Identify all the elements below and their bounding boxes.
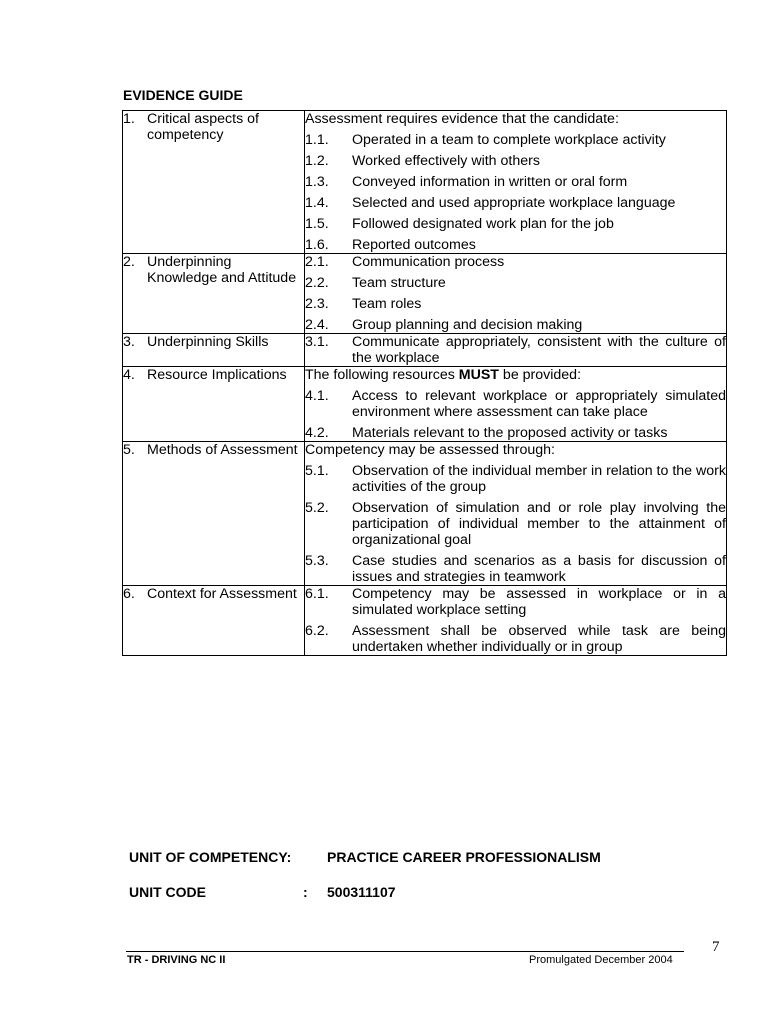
table-row <box>123 442 727 586</box>
list-item <box>305 216 726 232</box>
item-text: Competency may be assessed in workplace or in a simulated workplace setting <box>352 586 726 618</box>
list-item <box>305 500 726 548</box>
item-number: 6.2. <box>305 623 329 639</box>
item-text: Assessment shall be observed while task are being undertaken whether individually or in group <box>352 623 726 655</box>
item-text: Followed designated work plan for the job <box>352 216 614 232</box>
row-label-cell <box>123 334 305 367</box>
table-row <box>123 586 727 656</box>
row-content-cell <box>305 442 727 586</box>
item-number: 2.1. <box>305 254 329 270</box>
item-text: Operated in a team to complete workplace activity <box>352 132 666 148</box>
unit-competency-label: UNIT OF COMPETENCY: <box>129 849 292 865</box>
row-number: 5. <box>123 442 135 458</box>
item-text: Communicate appropriately, consistent with the culture of the workplace <box>352 334 726 366</box>
row-label: Context for Assessment <box>147 586 297 602</box>
row-label-cell <box>123 367 305 442</box>
row-number: 2. <box>123 254 135 270</box>
row-content-cell <box>305 254 727 334</box>
footer-divider <box>126 951 684 952</box>
page-number: 7 <box>712 939 720 955</box>
table-row <box>123 334 727 367</box>
row-content-cell <box>305 111 727 254</box>
list-item <box>305 174 726 190</box>
item-number: 5.1. <box>305 463 329 479</box>
item-number: 4.2. <box>305 425 329 441</box>
list-item <box>305 195 726 211</box>
row-label: Underpinning Skills <box>147 334 269 350</box>
item-number: 1.3. <box>305 174 329 190</box>
item-number: 6.1. <box>305 586 329 602</box>
item-number: 5.2. <box>305 500 329 516</box>
item-text: Team structure <box>352 275 446 291</box>
row-label: Resource Implications <box>147 367 287 383</box>
section-heading: EVIDENCE GUIDE <box>123 87 243 103</box>
item-number: 2.3. <box>305 296 329 312</box>
item-number: 2.2. <box>305 275 329 291</box>
item-number: 5.3. <box>305 553 329 569</box>
item-number: 1.6. <box>305 237 329 253</box>
list-item <box>305 623 726 655</box>
unit-code-label: UNIT CODE <box>129 884 206 900</box>
intro-text: The following resources <box>305 367 459 383</box>
row-number: 1. <box>123 111 135 127</box>
item-number: 1.4. <box>305 195 329 211</box>
list-item <box>305 296 726 312</box>
list-item <box>305 153 726 169</box>
row-intro: Assessment requires evidence that the candidate: <box>305 111 619 127</box>
list-item <box>305 334 726 366</box>
unit-code-colon: : <box>303 884 308 900</box>
table-row <box>123 254 727 334</box>
item-number: 2.4. <box>305 317 329 333</box>
item-number: 1.5. <box>305 216 329 232</box>
row-content-cell <box>305 586 727 656</box>
item-text: Conveyed information in written or oral form <box>352 174 628 190</box>
item-text: Reported outcomes <box>352 237 476 253</box>
list-item <box>305 317 726 333</box>
item-text: Worked effectively with others <box>352 153 540 169</box>
list-item <box>305 275 726 291</box>
list-item <box>305 553 726 585</box>
list-item <box>305 254 726 270</box>
list-item <box>305 586 726 618</box>
table-row <box>123 111 727 254</box>
list-item <box>305 425 726 441</box>
item-number: 1.1. <box>305 132 329 148</box>
item-text: Access to relevant workplace or appropriately simulated environment where assessment can take place <box>352 388 726 420</box>
row-label: Critical aspects of competency <box>147 111 259 143</box>
row-label-cell <box>123 442 305 586</box>
intro-emphasis: MUST <box>458 367 499 383</box>
row-number: 4. <box>123 367 135 383</box>
row-label-cell <box>123 111 305 254</box>
row-label-cell <box>123 254 305 334</box>
item-text: Group planning and decision making <box>352 317 583 333</box>
row-number: 3. <box>123 334 135 350</box>
row-label-cell <box>123 586 305 656</box>
unit-competency-value: PRACTICE CAREER PROFESSIONALISM <box>327 849 601 865</box>
row-label: Underpinning Knowledge and Attitude <box>147 254 297 286</box>
item-number: 1.2. <box>305 153 329 169</box>
footer-title: TR - DRIVING NC II <box>127 954 226 966</box>
row-number: 6. <box>123 586 135 602</box>
evidence-guide-table <box>122 110 727 656</box>
item-text: Case studies and scenarios as a basis for discussion of issues and strategies in teamwork <box>352 553 726 585</box>
footer-promulgated: Promulgated December 2004 <box>529 954 673 966</box>
list-item <box>305 237 726 253</box>
item-text: Communication process <box>352 254 505 270</box>
item-text: Team roles <box>352 296 422 312</box>
item-number: 4.1. <box>305 388 329 404</box>
row-content-cell <box>305 334 727 367</box>
row-intro <box>305 367 726 383</box>
row-intro: Competency may be assessed through: <box>305 442 555 458</box>
list-item <box>305 388 726 420</box>
item-text: Materials relevant to the proposed activity or tasks <box>352 425 668 441</box>
item-text: Selected and used appropriate workplace language <box>352 195 676 211</box>
item-text: Observation of simulation and or role play involving the participation of individual member to the attainment of organizational goal <box>352 500 726 548</box>
unit-code-value: 500311107 <box>327 884 396 900</box>
list-item <box>305 132 726 148</box>
table-row <box>123 367 727 442</box>
intro-text-end: be provided: <box>498 367 582 383</box>
list-item <box>305 463 726 495</box>
row-label: Methods of Assessment <box>147 442 298 458</box>
item-number: 3.1. <box>305 334 329 350</box>
row-content-cell <box>305 367 727 442</box>
item-text: Observation of the individual member in relation to the work activities of the group <box>352 463 726 495</box>
